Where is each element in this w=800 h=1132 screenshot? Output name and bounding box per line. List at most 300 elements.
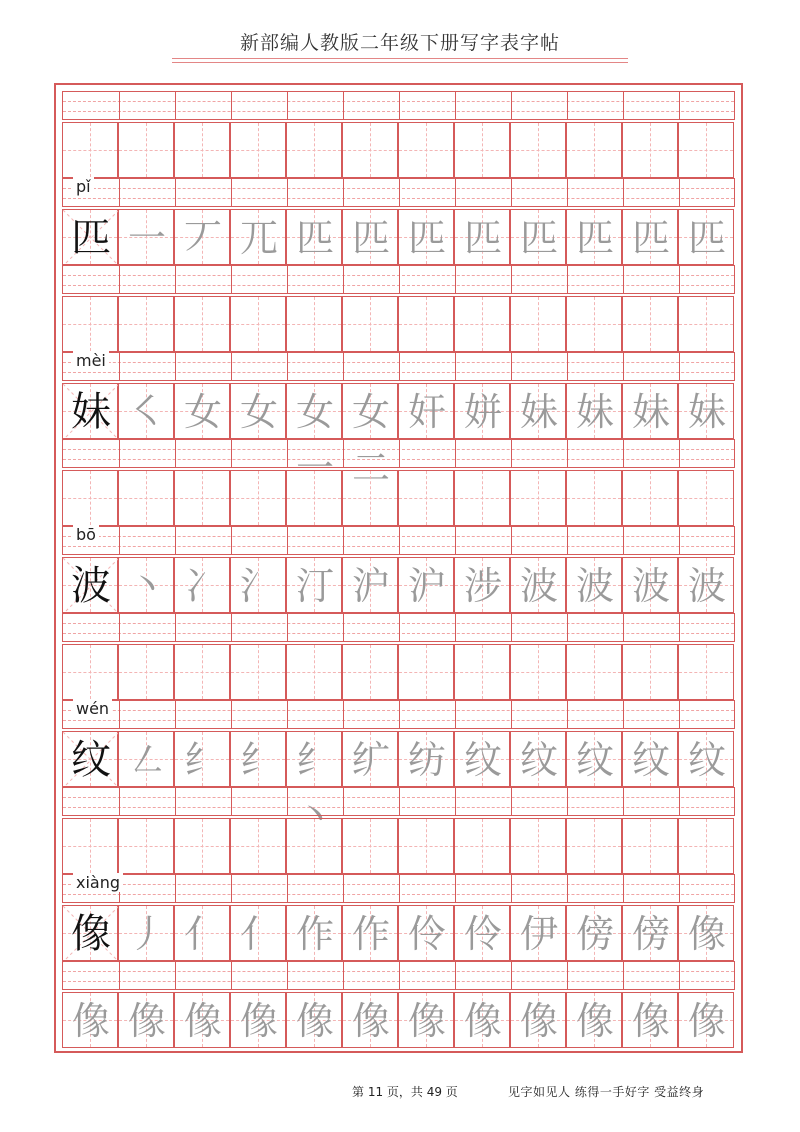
tian-zi-cell: [286, 122, 342, 178]
tian-zi-cell: [454, 383, 510, 439]
pinyin-divider: [399, 701, 400, 728]
stroke-order-character: 妹: [519, 390, 558, 434]
tian-zi-cell: [230, 470, 286, 526]
pinyin-divider: [343, 962, 344, 989]
pinyin-divider: [175, 266, 176, 293]
stroke-order-character: 女二: [351, 390, 390, 490]
cell-guide-vertical: [594, 645, 595, 699]
pinyin-band: [62, 874, 735, 903]
pinyin-divider: [343, 353, 344, 380]
tian-zi-cell: [62, 905, 118, 961]
pinyin-band: [62, 526, 735, 555]
cell-guide-vertical: [202, 297, 203, 351]
tian-zi-cell: [62, 470, 118, 526]
cell-guide-vertical: [482, 123, 483, 177]
pinyin-divider: [567, 266, 568, 293]
tian-zi-cell: [566, 557, 622, 613]
tian-zi-cell: [566, 644, 622, 700]
stroke-order-character: 波: [631, 564, 670, 608]
tian-zi-cell: [678, 296, 734, 352]
pinyin-divider: [119, 527, 120, 554]
pinyin-divider: [567, 353, 568, 380]
stroke-order-character: 像: [687, 912, 726, 956]
pinyin-divider: [175, 92, 176, 119]
tian-zi-cell: [62, 209, 118, 265]
tian-zi-cell: [678, 383, 734, 439]
stroke-order-character: 波: [687, 564, 726, 608]
tian-zi-cell: [510, 905, 566, 961]
stroke-order-character: 波: [575, 564, 614, 608]
tian-zi-cell: [398, 383, 454, 439]
stroke-order-character: 像: [351, 999, 390, 1043]
tian-zi-cell: [678, 644, 734, 700]
pinyin-divider: [399, 266, 400, 293]
pinyin-divider: [567, 92, 568, 119]
pinyin-divider: [119, 701, 120, 728]
pinyin-divider: [399, 92, 400, 119]
pinyin-divider: [567, 614, 568, 641]
cell-guide-vertical: [314, 297, 315, 351]
pinyin-divider: [679, 440, 680, 467]
tian-zi-cell: [230, 383, 286, 439]
pinyin-divider: [343, 788, 344, 815]
cell-guide-vertical: [482, 471, 483, 525]
tian-zi-cell: [286, 818, 342, 874]
stroke-order-character: 一: [127, 216, 166, 260]
cell-guide-vertical: [594, 471, 595, 525]
tian-zi-cell: [622, 992, 678, 1048]
tian-zi-cell: [454, 992, 510, 1048]
tian-zi-cell: [118, 296, 174, 352]
cell-guide-vertical: [370, 123, 371, 177]
stroke-order-character: ㇜: [127, 738, 166, 782]
tian-zi-cell: [342, 383, 398, 490]
tian-zi-cell: [454, 470, 510, 526]
tian-zi-cell: [678, 557, 734, 613]
tian-zi-cell: [174, 818, 230, 874]
pinyin-divider: [623, 92, 624, 119]
tian-zi-cell: [398, 905, 454, 961]
stroke-order-character: 亻: [183, 912, 222, 956]
pinyin-divider: [231, 266, 232, 293]
character-cells: [62, 818, 735, 874]
cell-guide-vertical: [90, 123, 91, 177]
tian-zi-cell: [566, 818, 622, 874]
cell-guide-vertical: [538, 471, 539, 525]
pinyin-divider: [287, 440, 288, 467]
pinyin-divider: [567, 875, 568, 902]
pinyin-divider: [175, 440, 176, 467]
model-character: 像: [71, 999, 110, 1043]
pinyin-divider: [455, 179, 456, 206]
pinyin-divider: [623, 266, 624, 293]
pinyin-divider: [623, 179, 624, 206]
pinyin-divider: [679, 701, 680, 728]
tian-zi-cell: [62, 992, 118, 1048]
character-cells: [62, 992, 735, 1048]
tian-zi-cell: [118, 905, 174, 961]
pinyin-divider: [287, 353, 288, 380]
pinyin-divider: [455, 962, 456, 989]
tian-zi-cell: [62, 383, 118, 439]
pinyin-divider: [343, 266, 344, 293]
cell-guide-vertical: [594, 123, 595, 177]
pinyin-divider: [511, 440, 512, 467]
tian-zi-cell: [174, 731, 230, 787]
tian-zi-cell: [398, 470, 454, 526]
pinyin-divider: [679, 875, 680, 902]
tian-zi-cell: [230, 992, 286, 1048]
stroke-order-character: 丶: [127, 564, 166, 608]
tian-zi-cell: [454, 731, 510, 787]
pinyin-divider: [455, 701, 456, 728]
cell-guide-vertical: [706, 297, 707, 351]
tian-zi-cell: [230, 731, 286, 787]
stroke-order-character: 像: [463, 999, 502, 1043]
pinyin-divider: [511, 614, 512, 641]
tian-zi-cell: [342, 818, 398, 874]
pinyin-label: pǐ: [73, 177, 94, 196]
pinyin-divider: [567, 701, 568, 728]
cell-guide-vertical: [314, 819, 315, 873]
pinyin-divider: [343, 701, 344, 728]
tian-zi-cell: [678, 470, 734, 526]
stroke-order-character: 氵: [239, 564, 278, 608]
character-cells: [62, 731, 735, 838]
cell-guide-vertical: [594, 297, 595, 351]
tian-zi-cell: [62, 818, 118, 874]
stroke-order-character: 冫: [183, 564, 222, 608]
stroke-order-character: 像: [127, 999, 166, 1043]
tian-zi-cell: [174, 470, 230, 526]
tian-zi-cell: [454, 209, 510, 265]
model-character: 妹: [71, 389, 111, 435]
stroke-order-character: 像: [295, 999, 334, 1043]
tian-zi-cell: [342, 905, 398, 961]
cell-guide-vertical: [706, 645, 707, 699]
pinyin-divider: [231, 962, 232, 989]
tian-zi-cell: [62, 296, 118, 352]
pinyin-divider: [623, 353, 624, 380]
pinyin-divider: [511, 92, 512, 119]
pinyin-divider: [231, 614, 232, 641]
tian-zi-cell: [286, 383, 342, 490]
tian-zi-cell: [510, 818, 566, 874]
tian-zi-cell: [566, 122, 622, 178]
tian-zi-cell: [510, 470, 566, 526]
tian-zi-cell: [622, 818, 678, 874]
stroke-order-character: 作: [351, 912, 390, 956]
pinyin-divider: [511, 527, 512, 554]
tian-zi-cell: [62, 122, 118, 178]
stroke-order-character: 涉: [463, 564, 502, 608]
cell-guide-vertical: [426, 471, 427, 525]
tian-zi-cell: [454, 296, 510, 352]
tian-zi-cell: [286, 644, 342, 700]
cell-guide-vertical: [650, 645, 651, 699]
pinyin-divider: [455, 266, 456, 293]
tian-zi-cell: [118, 818, 174, 874]
pinyin-divider: [343, 179, 344, 206]
stroke-order-character: 像: [519, 999, 558, 1043]
cell-guide-vertical: [202, 123, 203, 177]
tian-zi-cell: [174, 122, 230, 178]
cell-guide-vertical: [650, 471, 651, 525]
tian-zi-cell: [286, 296, 342, 352]
pinyin-divider: [455, 788, 456, 815]
tian-zi-cell: [454, 818, 510, 874]
tian-zi-cell: [622, 644, 678, 700]
pinyin-divider: [455, 353, 456, 380]
page-title: 新部编人教版二年级下册写字表字帖: [239, 32, 560, 54]
tian-zi-cell: [510, 731, 566, 787]
tian-zi-cell: [62, 644, 118, 700]
pinyin-divider: [455, 440, 456, 467]
pinyin-divider: [455, 92, 456, 119]
pinyin-divider: [679, 614, 680, 641]
character-cells: [62, 644, 735, 700]
tian-zi-cell: [174, 296, 230, 352]
tian-zi-cell: [342, 122, 398, 178]
pinyin-divider: [119, 179, 120, 206]
tian-zi-cell: [622, 296, 678, 352]
cell-guide-vertical: [370, 819, 371, 873]
character-cells: [62, 470, 735, 526]
stroke-order-character: 纟: [239, 738, 278, 782]
stroke-order-character: 傍: [575, 912, 614, 956]
stroke-order-character: 女一: [295, 390, 334, 490]
pinyin-divider: [287, 179, 288, 206]
stroke-order-character: 妹: [687, 390, 726, 434]
cell-guide-vertical: [538, 819, 539, 873]
tian-zi-cell: [398, 122, 454, 178]
pinyin-divider: [175, 962, 176, 989]
stroke-order-character: 纩: [351, 738, 390, 782]
stroke-order-character: 像: [575, 999, 614, 1043]
stroke-order-character: 像: [631, 999, 670, 1043]
stroke-order-character: 匹: [351, 216, 390, 260]
cell-guide-vertical: [202, 471, 203, 525]
character-cells: [62, 557, 735, 613]
pinyin-divider: [399, 179, 400, 206]
pinyin-divider: [287, 266, 288, 293]
cell-guide-vertical: [482, 297, 483, 351]
tian-zi-cell: [510, 992, 566, 1048]
tian-zi-cell: [398, 209, 454, 265]
tian-zi-cell: [286, 731, 342, 838]
cell-guide-vertical: [90, 297, 91, 351]
pinyin-divider: [679, 527, 680, 554]
character-cells: [62, 296, 735, 352]
tian-zi-cell: [454, 557, 510, 613]
pinyin-divider: [455, 875, 456, 902]
cell-guide-vertical: [538, 645, 539, 699]
tian-zi-cell: [454, 122, 510, 178]
tian-zi-cell: [118, 122, 174, 178]
pinyin-divider: [287, 92, 288, 119]
tian-zi-cell: [286, 557, 342, 613]
pinyin-divider: [231, 701, 232, 728]
tian-zi-cell: [174, 905, 230, 961]
tian-zi-cell: [286, 905, 342, 961]
tian-zi-cell: [566, 992, 622, 1048]
tian-zi-cell: [678, 122, 734, 178]
pinyin-divider: [175, 788, 176, 815]
cell-guide-vertical: [538, 123, 539, 177]
pinyin-divider: [175, 527, 176, 554]
cell-guide-vertical: [426, 297, 427, 351]
pinyin-divider: [679, 266, 680, 293]
pinyin-divider: [511, 701, 512, 728]
tian-zi-cell: [566, 296, 622, 352]
stroke-order-character: 匹: [463, 216, 502, 260]
cell-guide-vertical: [482, 645, 483, 699]
page-info: 第 11 页，共 49 页: [352, 1085, 458, 1099]
stroke-order-character: 姘: [463, 390, 502, 434]
pinyin-label: mèi: [73, 351, 109, 370]
pinyin-divider: [511, 962, 512, 989]
pinyin-divider: [567, 440, 568, 467]
pinyin-divider: [399, 353, 400, 380]
stroke-order-character: 纹: [519, 738, 558, 782]
cell-guide-vertical: [202, 819, 203, 873]
pinyin-divider: [287, 962, 288, 989]
pinyin-divider: [287, 788, 288, 815]
model-character: 匹: [71, 215, 111, 261]
tian-zi-cell: [62, 557, 118, 613]
pinyin-divider: [399, 440, 400, 467]
stroke-order-character: 像: [687, 999, 726, 1043]
tian-zi-cell: [286, 470, 342, 526]
tian-zi-cell: [398, 818, 454, 874]
tian-zi-cell: [398, 731, 454, 787]
tian-zi-cell: [454, 905, 510, 961]
tian-zi-cell: [174, 992, 230, 1048]
pinyin-divider: [511, 353, 512, 380]
pinyin-band: [62, 787, 735, 816]
tian-zi-cell: [342, 296, 398, 352]
tian-zi-cell: [678, 818, 734, 874]
title-rule-bottom: [172, 62, 628, 63]
pinyin-band: [62, 439, 735, 468]
stroke-order-character: 像: [407, 999, 446, 1043]
tian-zi-cell: [510, 644, 566, 700]
pinyin-band: [62, 91, 735, 120]
pinyin-divider: [399, 614, 400, 641]
stroke-order-character: 亻: [239, 912, 278, 956]
stroke-order-character: 妹: [575, 390, 614, 434]
stroke-order-character: 傍: [631, 912, 670, 956]
pinyin-label: bō: [73, 525, 99, 544]
tian-zi-cell: [118, 383, 174, 439]
stroke-order-character: 汀: [295, 564, 334, 608]
pinyin-divider: [567, 527, 568, 554]
tian-zi-cell: [510, 383, 566, 439]
tian-zi-cell: [230, 818, 286, 874]
pinyin-divider: [567, 962, 568, 989]
cell-guide-vertical: [538, 297, 539, 351]
pinyin-divider: [679, 353, 680, 380]
tian-zi-cell: [230, 557, 286, 613]
tian-zi-cell: [678, 209, 734, 265]
pinyin-divider: [343, 614, 344, 641]
pinyin-band: [62, 178, 735, 207]
tian-zi-cell: [510, 122, 566, 178]
pinyin-divider: [679, 788, 680, 815]
cell-guide-vertical: [314, 645, 315, 699]
stroke-order-character: 纟: [183, 738, 222, 782]
tian-zi-cell: [566, 209, 622, 265]
tian-zi-cell: [230, 296, 286, 352]
stroke-order-character: 兀: [239, 216, 278, 260]
stroke-order-character: 伶: [463, 912, 502, 956]
pinyin-divider: [119, 614, 120, 641]
pinyin-divider: [231, 875, 232, 902]
pinyin-divider: [623, 701, 624, 728]
stroke-order-character: ㇛: [127, 390, 166, 434]
tian-zi-cell: [174, 209, 230, 265]
footer-slogan: 见字如见人 练得一手好字 受益终身: [508, 1085, 705, 1099]
tian-zi-cell: [118, 557, 174, 613]
pinyin-divider: [119, 788, 120, 815]
cell-guide-vertical: [370, 645, 371, 699]
pinyin-divider: [399, 527, 400, 554]
stroke-order-character: 匹: [575, 216, 614, 260]
tian-zi-cell: [174, 644, 230, 700]
tian-zi-cell: [118, 731, 174, 787]
pinyin-band: [62, 352, 735, 381]
cell-guide-vertical: [314, 123, 315, 177]
cell-guide-vertical: [258, 123, 259, 177]
pinyin-divider: [231, 179, 232, 206]
pinyin-divider: [231, 92, 232, 119]
pinyin-divider: [343, 875, 344, 902]
cell-guide-vertical: [314, 471, 315, 525]
stroke-order-character: 纺: [407, 738, 446, 782]
pinyin-divider: [231, 527, 232, 554]
cell-guide-vertical: [146, 297, 147, 351]
tian-zi-cell: [622, 470, 678, 526]
cell-guide-vertical: [370, 471, 371, 525]
pinyin-divider: [287, 614, 288, 641]
stroke-order-character: 女: [183, 390, 222, 434]
cell-guide-vertical: [146, 645, 147, 699]
pinyin-divider: [175, 875, 176, 902]
stroke-order-character: 丿: [127, 912, 166, 956]
pinyin-band: [62, 265, 735, 294]
pinyin-divider: [175, 179, 176, 206]
cell-guide-vertical: [90, 819, 91, 873]
cell-guide-vertical: [258, 645, 259, 699]
pinyin-divider: [455, 527, 456, 554]
stroke-order-character: 波: [519, 564, 558, 608]
stroke-order-character: 匹: [519, 216, 558, 260]
tian-zi-cell: [622, 557, 678, 613]
pinyin-divider: [511, 266, 512, 293]
stroke-order-character: 匹: [407, 216, 446, 260]
character-cells: [62, 905, 735, 961]
pinyin-divider: [343, 527, 344, 554]
cell-guide-vertical: [426, 819, 427, 873]
tian-zi-cell: [174, 557, 230, 613]
stroke-order-character: 妹: [631, 390, 670, 434]
tian-zi-cell: [454, 644, 510, 700]
tian-zi-cell: [342, 644, 398, 700]
stroke-order-character: 作: [295, 912, 334, 956]
cell-guide-vertical: [90, 645, 91, 699]
tian-zi-cell: [510, 296, 566, 352]
tian-zi-cell: [622, 731, 678, 787]
